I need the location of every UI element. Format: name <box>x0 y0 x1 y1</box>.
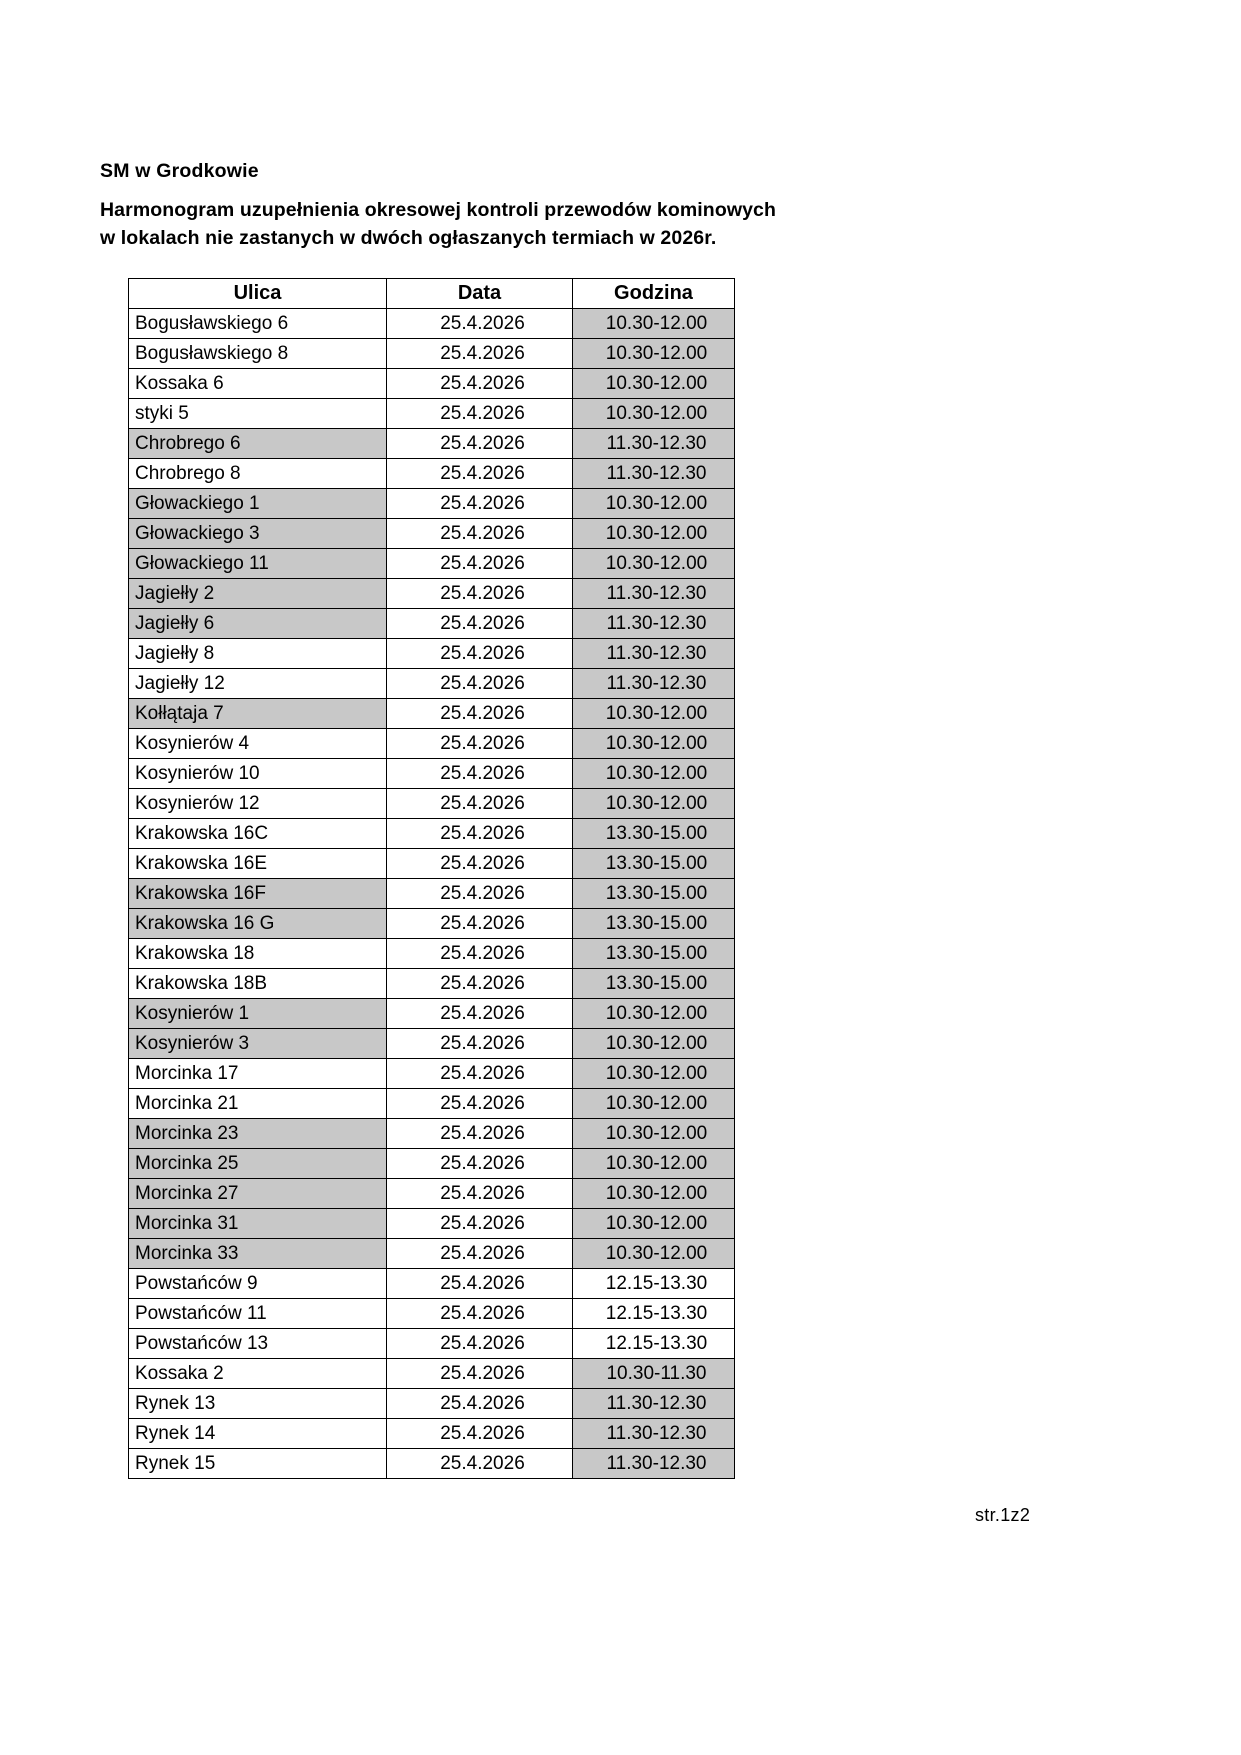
document-title-line-2: w lokalach nie zastanych w dwóch ogłaszanych termiach w 2026r. <box>100 226 717 249</box>
table-row <box>129 339 735 369</box>
cell-street: Morcinka 25 <box>129 1149 387 1179</box>
cell-street: Powstańców 11 <box>129 1299 387 1329</box>
cell-time: 10.30-12.00 <box>573 1029 735 1059</box>
cell-street: Kossaka 2 <box>129 1359 387 1389</box>
cell-time: 11.30-12.30 <box>573 1419 735 1449</box>
cell-time: 10.30-12.00 <box>573 1089 735 1119</box>
cell-date: 25.4.2026 <box>387 729 573 759</box>
cell-time: 10.30-11.30 <box>573 1359 735 1389</box>
cell-street: Krakowska 18B <box>129 969 387 999</box>
cell-date: 25.4.2026 <box>387 969 573 999</box>
cell-time: 10.30-12.00 <box>573 1179 735 1209</box>
cell-date: 25.4.2026 <box>387 1089 573 1119</box>
cell-date: 25.4.2026 <box>387 759 573 789</box>
cell-date: 25.4.2026 <box>387 939 573 969</box>
cell-street: Krakowska 16C <box>129 819 387 849</box>
cell-date: 25.4.2026 <box>387 819 573 849</box>
cell-street: Krakowska 16F <box>129 879 387 909</box>
cell-street: Głowackiego 3 <box>129 519 387 549</box>
cell-street: Kosynierów 1 <box>129 999 387 1029</box>
cell-time: 10.30-12.00 <box>573 1149 735 1179</box>
cell-time: 10.30-12.00 <box>573 699 735 729</box>
table-row <box>129 429 735 459</box>
cell-time: 11.30-12.30 <box>573 1389 735 1419</box>
cell-street: Głowackiego 11 <box>129 549 387 579</box>
cell-time: 10.30-12.00 <box>573 999 735 1029</box>
cell-date: 25.4.2026 <box>387 669 573 699</box>
cell-date: 25.4.2026 <box>387 849 573 879</box>
table-row <box>129 849 735 879</box>
cell-street: Rynek 13 <box>129 1389 387 1419</box>
cell-date: 25.4.2026 <box>387 1359 573 1389</box>
schedule-table <box>128 278 735 1479</box>
cell-time: 13.30-15.00 <box>573 819 735 849</box>
cell-date: 25.4.2026 <box>387 1299 573 1329</box>
cell-date: 25.4.2026 <box>387 1179 573 1209</box>
cell-street: Powstańców 13 <box>129 1329 387 1359</box>
table-row <box>129 309 735 339</box>
table-row <box>129 1329 735 1359</box>
cell-street: Jagiełły 2 <box>129 579 387 609</box>
cell-date: 25.4.2026 <box>387 909 573 939</box>
cell-street: Morcinka 23 <box>129 1119 387 1149</box>
cell-street: Bogusławskiego 8 <box>129 339 387 369</box>
cell-time: 10.30-12.00 <box>573 399 735 429</box>
cell-street: Jagiełły 6 <box>129 609 387 639</box>
cell-street: Krakowska 18 <box>129 939 387 969</box>
table-row <box>129 1179 735 1209</box>
cell-street: Jagiełły 12 <box>129 669 387 699</box>
table-row <box>129 1419 735 1449</box>
cell-time: 10.30-12.00 <box>573 1059 735 1089</box>
table-row <box>129 789 735 819</box>
schedule-table-body <box>129 309 735 1479</box>
table-row <box>129 1209 735 1239</box>
table-row <box>129 1449 735 1479</box>
cell-time: 12.15-13.30 <box>573 1299 735 1329</box>
cell-date: 25.4.2026 <box>387 879 573 909</box>
cell-time: 11.30-12.30 <box>573 669 735 699</box>
cell-time: 13.30-15.00 <box>573 939 735 969</box>
cell-date: 25.4.2026 <box>387 1389 573 1419</box>
cell-street: Chrobrego 8 <box>129 459 387 489</box>
column-header-street: Ulica <box>129 279 387 309</box>
table-row <box>129 759 735 789</box>
table-row <box>129 879 735 909</box>
table-row <box>129 639 735 669</box>
table-row <box>129 819 735 849</box>
table-row <box>129 939 735 969</box>
cell-street: Rynek 14 <box>129 1419 387 1449</box>
table-row <box>129 399 735 429</box>
cell-street: Bogusławskiego 6 <box>129 309 387 339</box>
table-row <box>129 1299 735 1329</box>
cell-date: 25.4.2026 <box>387 699 573 729</box>
cell-date: 25.4.2026 <box>387 789 573 819</box>
cell-time: 10.30-12.00 <box>573 1119 735 1149</box>
cell-street: Krakowska 16 G <box>129 909 387 939</box>
table-row <box>129 549 735 579</box>
cell-street: Powstańców 9 <box>129 1269 387 1299</box>
cell-date: 25.4.2026 <box>387 1059 573 1089</box>
table-row <box>129 459 735 489</box>
cell-date: 25.4.2026 <box>387 429 573 459</box>
cell-date: 25.4.2026 <box>387 339 573 369</box>
column-header-time: Godzina <box>573 279 735 309</box>
cell-street: Jagiełły 8 <box>129 639 387 669</box>
cell-street: Morcinka 31 <box>129 1209 387 1239</box>
cell-time: 11.30-12.30 <box>573 579 735 609</box>
cell-date: 25.4.2026 <box>387 369 573 399</box>
cell-date: 25.4.2026 <box>387 519 573 549</box>
cell-time: 10.30-12.00 <box>573 369 735 399</box>
cell-date: 25.4.2026 <box>387 609 573 639</box>
cell-time: 10.30-12.00 <box>573 519 735 549</box>
table-header-row <box>129 279 735 309</box>
cell-street: Kosynierów 3 <box>129 1029 387 1059</box>
cell-date: 25.4.2026 <box>387 489 573 519</box>
cell-time: 11.30-12.30 <box>573 639 735 669</box>
cell-date: 25.4.2026 <box>387 459 573 489</box>
table-row <box>129 519 735 549</box>
cell-time: 10.30-12.00 <box>573 339 735 369</box>
cell-time: 11.30-12.30 <box>573 1449 735 1479</box>
cell-date: 25.4.2026 <box>387 1149 573 1179</box>
table-row <box>129 489 735 519</box>
table-row <box>129 669 735 699</box>
table-row <box>129 1239 735 1269</box>
cell-street: Chrobrego 6 <box>129 429 387 459</box>
table-row <box>129 909 735 939</box>
cell-date: 25.4.2026 <box>387 1209 573 1239</box>
cell-street: Morcinka 21 <box>129 1089 387 1119</box>
cell-date: 25.4.2026 <box>387 1269 573 1299</box>
cell-time: 13.30-15.00 <box>573 969 735 999</box>
cell-date: 25.4.2026 <box>387 1449 573 1479</box>
cell-street: Morcinka 27 <box>129 1179 387 1209</box>
cell-date: 25.4.2026 <box>387 1329 573 1359</box>
cell-date: 25.4.2026 <box>387 1419 573 1449</box>
cell-street: Kosynierów 12 <box>129 789 387 819</box>
cell-time: 10.30-12.00 <box>573 789 735 819</box>
cell-date: 25.4.2026 <box>387 999 573 1029</box>
table-row <box>129 1059 735 1089</box>
cell-time: 10.30-12.00 <box>573 729 735 759</box>
cell-date: 25.4.2026 <box>387 1119 573 1149</box>
cell-date: 25.4.2026 <box>387 1239 573 1269</box>
document-title <box>100 197 1000 252</box>
table-row <box>129 699 735 729</box>
cell-date: 25.4.2026 <box>387 549 573 579</box>
table-row <box>129 999 735 1029</box>
cell-time: 11.30-12.30 <box>573 459 735 489</box>
cell-street: Krakowska 16E <box>129 849 387 879</box>
cell-date: 25.4.2026 <box>387 579 573 609</box>
cell-time: 11.30-12.30 <box>573 609 735 639</box>
table-row <box>129 1119 735 1149</box>
document-title-line-1: Harmonogram uzupełnienia okresowej kontroli przewodów kominowych <box>100 199 776 221</box>
cell-time: 10.30-12.00 <box>573 309 735 339</box>
table-row <box>129 1029 735 1059</box>
table-row <box>129 1389 735 1419</box>
cell-date: 25.4.2026 <box>387 1029 573 1059</box>
page-footer: str.1z2 <box>975 1505 1031 1525</box>
cell-time: 13.30-15.00 <box>573 909 735 939</box>
cell-street: Morcinka 17 <box>129 1059 387 1089</box>
cell-street: Kossaka 6 <box>129 369 387 399</box>
cell-time: 12.15-13.30 <box>573 1329 735 1359</box>
cell-street: Kołłątaja 7 <box>129 699 387 729</box>
table-row <box>129 1149 735 1179</box>
cell-street: Kosynierów 10 <box>129 759 387 789</box>
cell-street: styki 5 <box>129 399 387 429</box>
organization-title: SM w Grodkowie <box>100 160 259 182</box>
table-row <box>129 369 735 399</box>
cell-time: 10.30-12.00 <box>573 489 735 519</box>
cell-time: 10.30-12.00 <box>573 1209 735 1239</box>
document-header <box>100 160 1000 252</box>
cell-time: 13.30-15.00 <box>573 879 735 909</box>
cell-time: 11.30-12.30 <box>573 429 735 459</box>
table-row <box>129 1269 735 1299</box>
cell-street: Kosynierów 4 <box>129 729 387 759</box>
cell-time: 12.15-13.30 <box>573 1269 735 1299</box>
table-row <box>129 609 735 639</box>
table-row <box>129 969 735 999</box>
cell-time: 13.30-15.00 <box>573 849 735 879</box>
cell-time: 10.30-12.00 <box>573 759 735 789</box>
cell-time: 10.30-12.00 <box>573 1239 735 1269</box>
table-row <box>129 1359 735 1389</box>
cell-date: 25.4.2026 <box>387 309 573 339</box>
cell-date: 25.4.2026 <box>387 399 573 429</box>
cell-street: Rynek 15 <box>129 1449 387 1479</box>
column-header-date: Data <box>387 279 573 309</box>
cell-date: 25.4.2026 <box>387 639 573 669</box>
table-row <box>129 1089 735 1119</box>
table-row <box>129 729 735 759</box>
cell-street: Głowackiego 1 <box>129 489 387 519</box>
table-row <box>129 579 735 609</box>
cell-time: 10.30-12.00 <box>573 549 735 579</box>
cell-street: Morcinka 33 <box>129 1239 387 1269</box>
